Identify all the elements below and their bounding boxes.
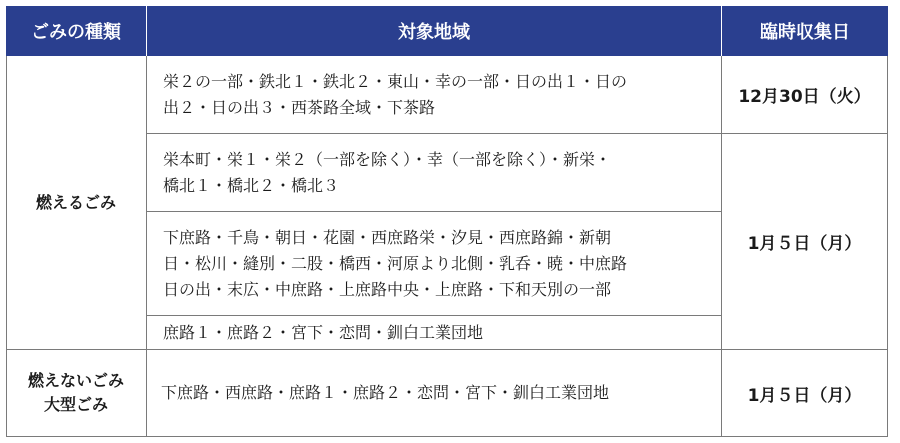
header-target-area: 対象地域 (147, 6, 722, 56)
collection-schedule-table (6, 6, 888, 437)
header-garbage-type: ごみの種類 (6, 6, 147, 56)
type-oversized-label: 大型ごみ (43, 395, 108, 414)
table-row (147, 56, 722, 134)
header-collection-date: 臨時収集日 (722, 6, 888, 56)
area-line: 庶路１・庶路２・宮下・恋問・釧白工業団地 (163, 322, 484, 342)
date-cell (722, 56, 888, 134)
area-line: 下庶路・千鳥・朝日・花園・西庶路栄・汐見・西庶路錦・新朝 (163, 227, 612, 247)
collection-date: 1月５日（月） (747, 234, 862, 254)
area-line: 日の出・末広・中庶路・上庶路中央・上庶路・下和天別の一部 (163, 279, 612, 299)
area-text (163, 320, 483, 346)
collection-date: 1月５日（月） (747, 385, 862, 406)
area-line: 下庶路・西庶路・庶路１・庶路２・恋問・宮下・釧白工業団地 (161, 383, 610, 402)
type-nonburnable-label: 燃えないごみ (27, 371, 124, 390)
area-text (163, 147, 611, 199)
type-burnable (6, 56, 147, 350)
date-cell (722, 134, 888, 350)
table-row (147, 212, 722, 316)
area-text (163, 69, 627, 121)
type-burnable-label: 燃えるごみ (35, 192, 116, 212)
area-line: 栄本町・栄１・栄２（一部を除く）・幸（一部を除く）・新栄・ (163, 149, 612, 169)
area-line: 橋北１・橋北２・橋北３ (163, 175, 340, 195)
area-line: 栄２の一部・鉄北１・鉄北２・東山・幸の一部・日の出１・日の (163, 71, 628, 91)
table-row (147, 134, 722, 212)
area-line: 日・松川・縫別・二股・橋西・河原より北側・乳呑・暁・中庶路 (163, 253, 628, 273)
collection-date: 12月30日（火） (738, 87, 871, 107)
table-row (147, 316, 722, 350)
area-text (163, 225, 627, 303)
area-line: 出２・日の出３・西茶路全域・下茶路 (163, 97, 436, 117)
table-row (147, 350, 722, 437)
date-cell (722, 350, 888, 437)
type-nonburnable (6, 350, 147, 437)
